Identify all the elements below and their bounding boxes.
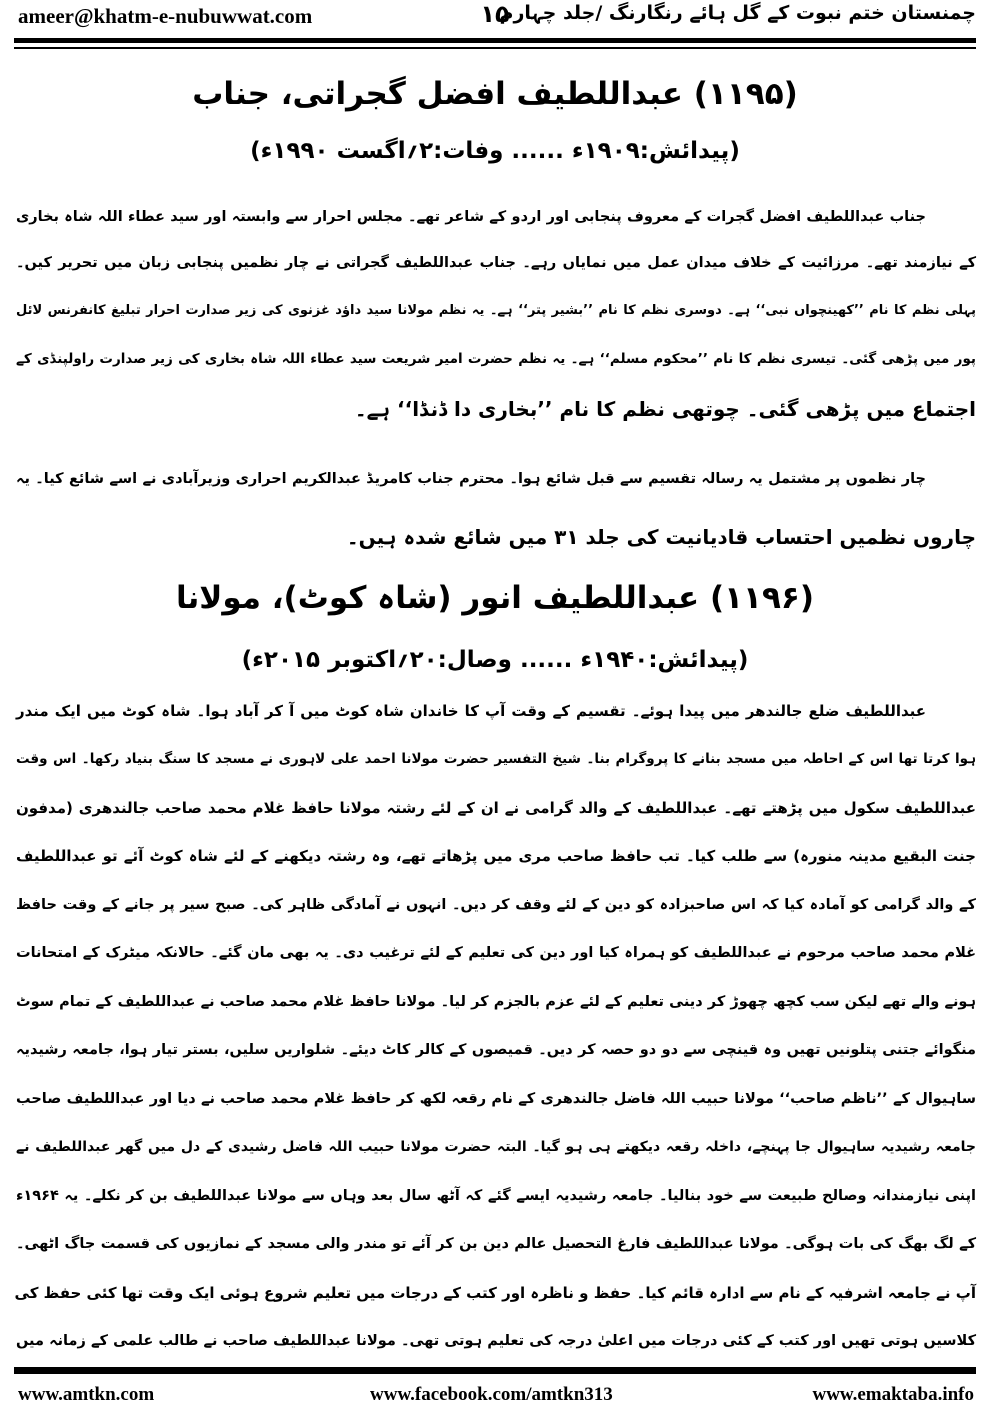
body-line: کے لگ بھگ کی بات ہوگی۔ مولانا عبداللطیف فارغ التحصیل عالم دین بن کر آئے تو مندر والی مسجد کے نمازیوں کی قسمت جاگ اٹھی۔ <box>16 1236 976 1252</box>
footer-rule <box>14 1367 976 1374</box>
body-line: عبداللطیف سکول میں پڑھتے تھے۔ عبداللطیف کے والد گرامی نے ان کے لئے رشتہ مولانا حافظ غلام محمد صاحب جالندھری (مدفون <box>16 799 976 817</box>
body-line: جنت البقیع مدینہ منورہ) سے طلب کیا۔ تب حافظ صاحب مری میں پڑھاتے تھے، وہ رشتہ دیکھنے کے لئے شاہ کوٹ آئے تو عبداللطیف <box>16 847 976 865</box>
body-line: چار نظموں پر مشتمل یہ رسالہ تقسیم سے قبل شائع ہوا۔ محترم جناب کامریڈ عبدالکریم احراری وزیرآبادی نے اسے شائع کیا۔ یہ <box>16 471 926 487</box>
body-line: جناب عبداللطیف افضل گجرات کے معروف پنجابی اور اردو کے شاعر تھے۔ مجلس احرار سے وابستہ اور سید عطاء اللہ شاہ بخاری <box>16 209 926 225</box>
body-line: کے والد گرامی کو آمادہ کیا کہ اس صاحبزادہ کو دین کے لئے وقف کر دیں۔ انہوں نے آمادگی ظاہر کی۔ صبح سیر پر جانے کے وقت حافظ <box>16 897 976 913</box>
body-line: اپنی نیازمندانہ وصالح طبیعت سے خود بنالیا۔ جامعہ رشیدیہ ایسے گئے کہ آٹھ سال بعد وہاں سے مولانا عبداللطیف بن کر نکلے۔ یہ ۱۹۶۴ء <box>16 1188 976 1204</box>
body-line: عبداللطیف ضلع جالندھر میں پیدا ہوئے۔ تقسیم کے وقت آپ کا خاندان شاہ کوٹ میں آ کر آباد ہوا۔ شاہ کوٹ میں ایک مندر <box>16 702 926 720</box>
footer-link-amtkn[interactable]: www.amtkn.com <box>18 1384 155 1405</box>
body-line: اجتماع میں پڑھی گئی۔ چوتھی نظم کا نام ’’بخاری دا ڈنڈا‘‘ ہے۔ <box>354 397 976 421</box>
body-line: غلام محمد صاحب مرحوم نے عبداللطیف کو ہمراہ کیا اور دین کی تعلیم کے لئے ترغیب دی۔ یہ بھی مان گئے۔ حالانکہ میٹرک کے امتحانات <box>16 945 976 961</box>
entry-title: (۱۱۹۵) عبداللطیف افضل گجراتی، جناب <box>192 76 798 112</box>
body-line: چاروں نظمیں احتساب قادیانیت کی جلد ۳۱ میں شائع شدہ ہیں۔ <box>346 525 976 549</box>
page-number: ۱۵ <box>480 0 510 28</box>
body-line: کلاسیں ہوتی تھیں اور کتب کے کئی درجات میں اعلیٰ درجہ کی تعلیم ہوتی تھی۔ مولانا عبداللطیف صاحب نے طالب علمی کے زمانہ میں <box>16 1333 976 1349</box>
footer-link-emaktaba[interactable]: www.emaktaba.info <box>812 1384 974 1405</box>
header-rule-thin <box>14 47 976 49</box>
body-line: ہونے والے تھے لیکن سب کچھ چھوڑ کر دینی تعلیم کے لئے عزم بالجزم کر لیا۔ مولانا حافظ غلام محمد صاحب نے عبداللطیف کے تمام سوٹ <box>16 994 976 1010</box>
entry-dates: (پیدائش:۱۹۴۰ء ...... وصال:۲۰؍اکتوبر ۲۰۱۵ء) <box>241 647 749 673</box>
body-line: پہلی نظم کا نام ’’کھینچواں نبی‘‘ ہے۔ دوسری نظم کا نام ’’بشیر پتر‘‘ ہے۔ یہ نظم مولانا سید داؤد غزنوی کی زیر صدارت احرار تبلیغ کانفرنس لائل <box>16 303 976 318</box>
entry-dates: (پیدائش:۱۹۰۹ء ...... وفات:۲؍اگست ۱۹۹۰ء) <box>250 138 740 164</box>
body-line: جامعہ رشیدیہ ساہیوال جا پہنچے، داخلہ رقعہ دیکھتے ہی ہو گیا۔ البتہ حضرت مولانا حبیب اللہ فاضل رشیدی کے دل میں گھر عبداللطیف نے <box>16 1139 976 1155</box>
header-email: ameer@khatm-e-nubuwwat.com <box>18 4 313 28</box>
body-line: کے نیازمند تھے۔ مرزائیت کے خلاف میدان عمل میں نمایاں رہے۔ جناب عبداللطیف گجراتی نے چار نظمیں پنجابی زبان میں تحریر کیں۔ <box>16 255 976 271</box>
body-line: ساہیوال کے ’’ناظم صاحب‘‘ مولانا حبیب اللہ فاضل جالندھری کے نام رقعہ لکھ کر حافظ غلام محمد صاحب نے دیا اور عبداللطیف صاحب <box>16 1091 976 1107</box>
entry-title: (۱۱۹۶) عبداللطیف انور (شاہ کوٹ)، مولانا <box>176 580 814 616</box>
body-line: پور میں پڑھی گئی۔ تیسری نظم کا نام ’’محکوم مسلم‘‘ ہے۔ یہ نظم حضرت امیر شریعت سید عطاء اللہ شاہ بخاری کی زیر صدارت راولپنڈی کے <box>16 351 976 367</box>
body-line: منگوائے جتنی پتلونیں تھیں وہ قینچی سے دو دو حصہ کر دیں۔ قمیصوں کے کالر کاٹ دیئے۔ شلواریں سلیں، بستر تیار ہوا، جامعہ رشیدیہ <box>16 1042 976 1058</box>
footer-link-facebook[interactable]: www.facebook.com/amtkn313 <box>370 1384 613 1405</box>
body-line: ہوا کرتا تھا اس کے احاطہ میں مسجد بنانے کا پروگرام بنا۔ شیخ التفسیر حضرت مولانا احمد علی لاہوری نے مسجد کا سنگ بنیاد رکھا۔ اس وقت <box>16 751 976 767</box>
body-line: آپ نے جامعہ اشرفیہ کے نام سے ادارہ قائم کیا۔ حفظ و ناظرہ اور کتب کے درجات میں تعلیم شروع ہوئی ایک وقت تھا کئی حفظ کی <box>14 1284 976 1302</box>
book-title: چمنستان ختم نبوت کے گل ہائے رنگارنگ /جلد چہارم <box>499 2 976 24</box>
header-rule-thick <box>14 38 976 43</box>
